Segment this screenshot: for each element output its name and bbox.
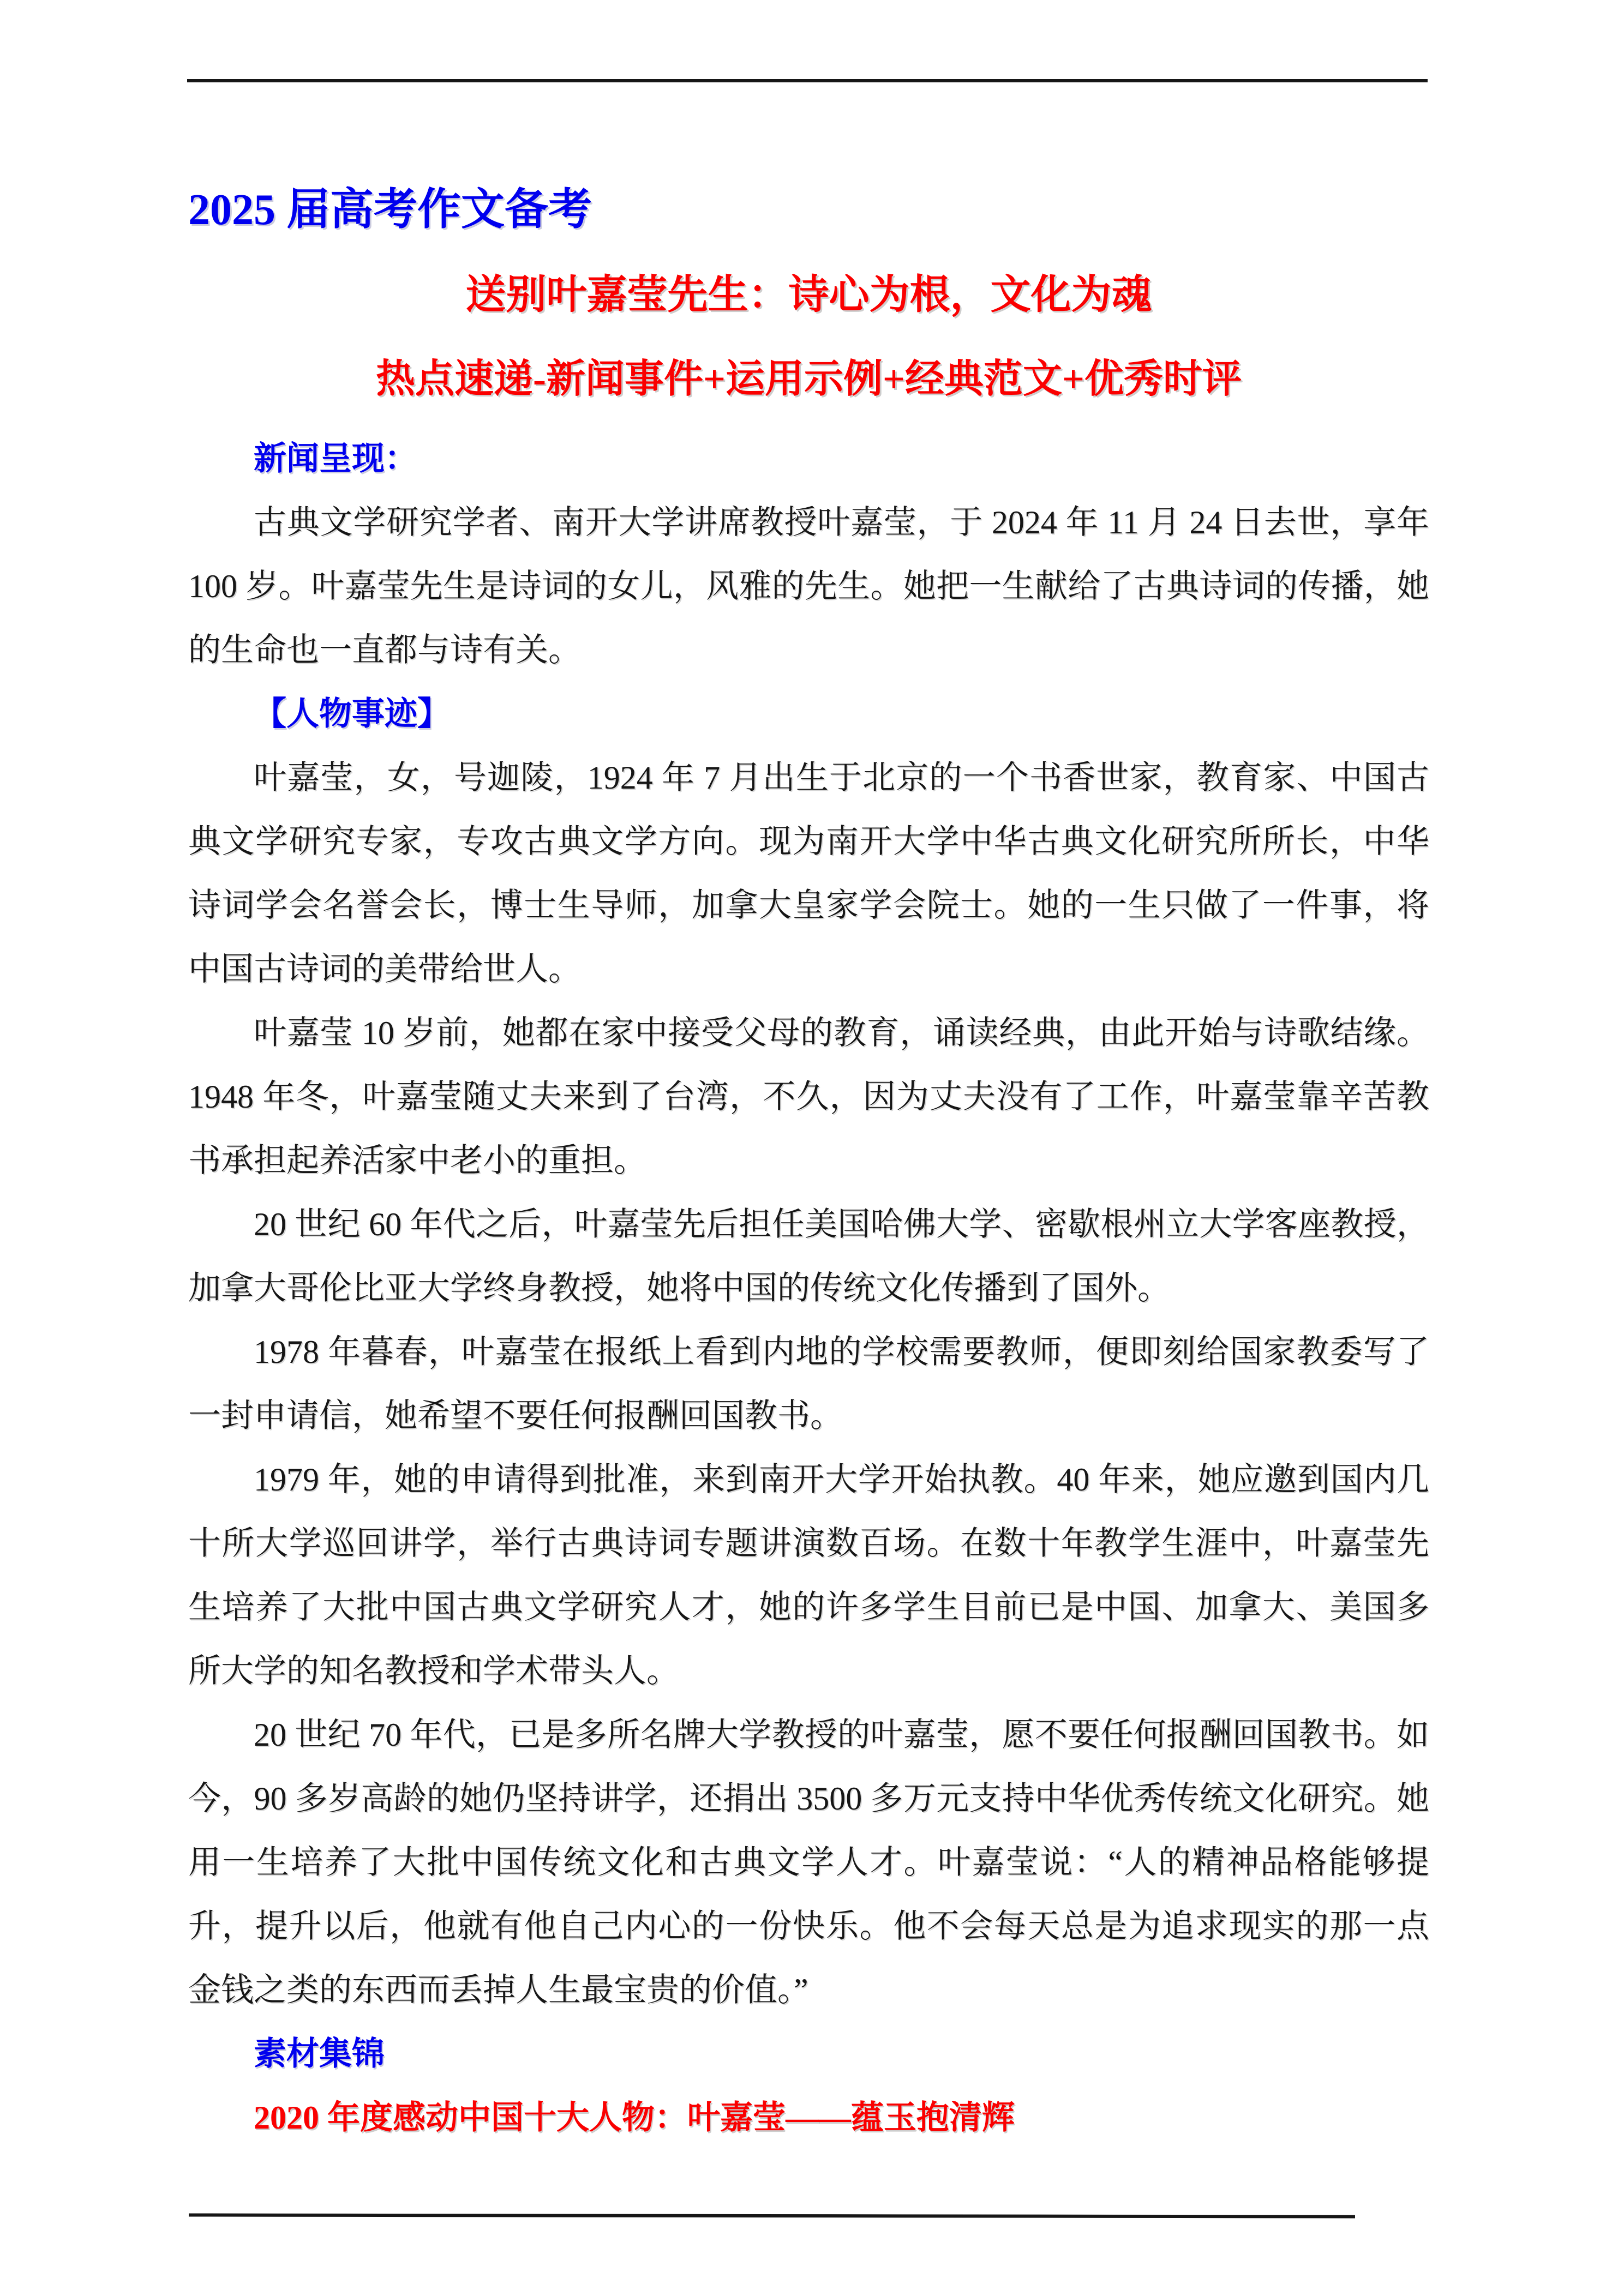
document-content [188,180,1429,2150]
deeds-paragraph: 叶嘉莹，女，号迦陵，1924 年 7 月出生于北京的一个书香世家，教育家、中国古典文学研究专家，专攻古典文学方向。现为南开大学中华古典文化研究所所长，中华诗词学会名誉会长，博士生导师，加拿大皇家学会院士。她的一生只做了一件事，将中国古诗词的美带给世人。 [188,760,1429,987]
materials-section-label: 素材集锦 [254,2036,385,2072]
deeds-paragraph: 20 世纪 70 年代，已是多所名牌大学教授的叶嘉莹，愿不要任何报酬回国教书。如今，90 多岁高龄的她仍坚持讲学，还捐出 3500 多万元支持中华优秀传统文化研究。她用一生培养了大批中国传统文化和古典文学人才。叶嘉莹说：“人的精神品格能够提升，提升以后，他就有他自己内心的一份快乐。他不会每天总是为追求现实的那一点金钱之类的东西而丢掉人生最宝贵的价值。” [188,1717,1429,2008]
deeds-paragraph: 1978 年暮春，叶嘉莹在报纸上看到内地的学校需要教师，便即刻给国家教委写了一封申请信，她希望不要任何报酬回国教书。 [188,1334,1429,1434]
news-section-label: 新闻呈现： [254,441,417,477]
header-rule [187,79,1428,82]
main-headline: 送别叶嘉莹先生：诗心为根，文化为魂 [465,273,1152,317]
sub-headline: 热点速递-新闻事件+运用示例+经典范文+优秀时评 [375,357,1242,401]
materials-item: 2020 年度感动中国十大人物：叶嘉莹——蕴玉抱清辉 [254,2100,1015,2136]
news-paragraph: 古典文学研究学者、南开大学讲席教授叶嘉莹，于 2024 年 11 月 24 日去世，享年 100 岁。叶嘉莹先生是诗词的女儿，风雅的先生。她把一生献给了古典诗词的传播，她的生命也一直都与诗有关。 [188,504,1429,668]
deeds-section-label: 【人物事迹】 [254,696,450,732]
deeds-paragraph: 1979 年，她的申请得到批准，来到南开大学开始执教。40 年来，她应邀到国内几十所大学巡回讲学，举行古典诗词专题讲演数百场。在数十年教学生涯中，叶嘉莹先生培养了大批中国古典文学研究人才，她的许多学生目前已是中国、加拿大、美国多所大学的知名教授和学术带头人。 [188,1462,1429,1689]
deeds-paragraph: 叶嘉莹 10 岁前，她都在家中接受父母的教育，诵读经典，由此开始与诗歌结缘。1948 年冬，叶嘉莹随丈夫来到了台湾，不久，因为丈夫没有了工作，叶嘉莹靠辛苦教书承担起养活家中老小的重担。 [188,1015,1429,1179]
deeds-paragraph: 20 世纪 60 年代之后，叶嘉莹先后担任美国哈佛大学、密歇根州立大学客座教授，加拿大哥伦比亚大学终身教授，她将中国的传统文化传播到了国外。 [188,1206,1429,1306]
doc-title: 2025 届高考作文备考 [188,186,592,234]
footer-rule [189,2214,1355,2219]
